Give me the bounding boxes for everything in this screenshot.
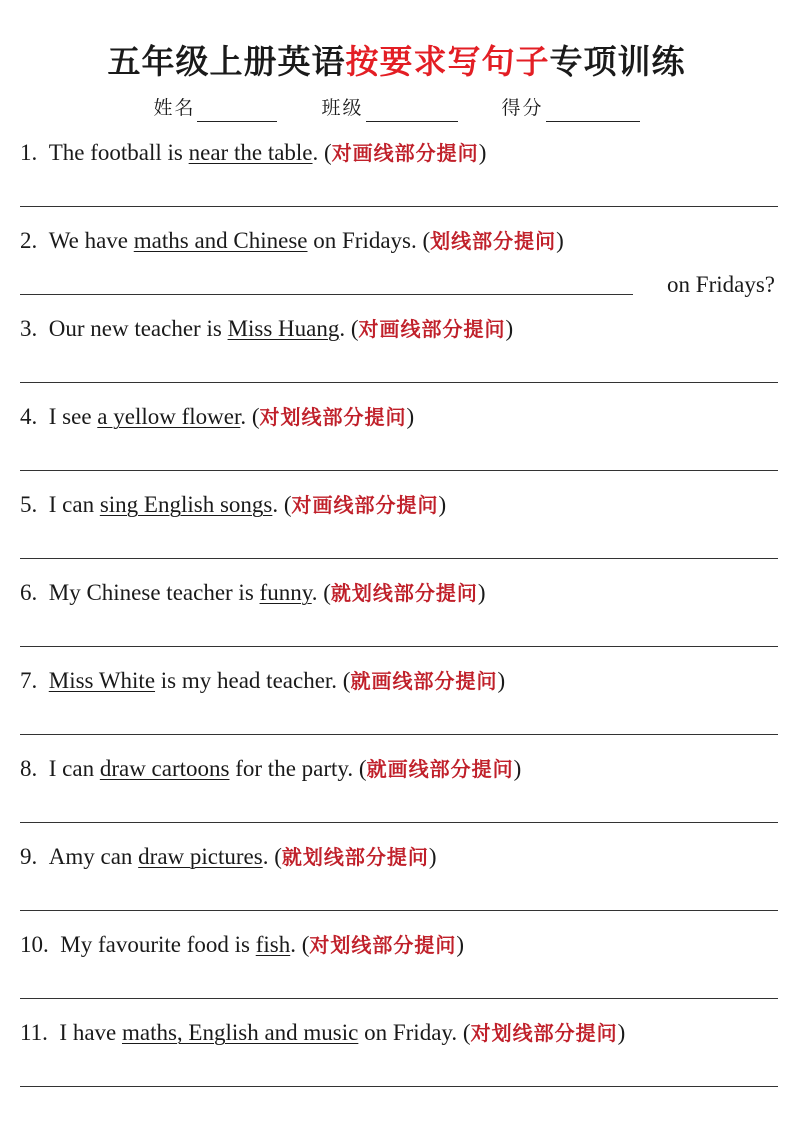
question-text-pre: My Chinese teacher is [48, 580, 260, 605]
underlined-phrase: draw cartoons [99, 756, 230, 781]
question-text-pre: Our new teacher is [48, 316, 228, 341]
question-text-post: on Friday. ( [358, 1020, 471, 1045]
underlined-phrase: near the table [188, 140, 313, 165]
closing-paren: ) [513, 756, 522, 781]
underlined-phrase: maths, English and music [121, 1020, 359, 1045]
question-10 [20, 930, 779, 960]
underlined-phrase: Miss Huang [227, 316, 340, 341]
underlined-phrase: Miss White [48, 668, 156, 693]
answer-line-6[interactable] [20, 646, 778, 647]
closing-paren: ) [428, 844, 437, 869]
instruction-hint: 就划线部分提问 [330, 581, 478, 605]
question-text-post: . ( [312, 140, 332, 165]
question-text-pre: I can [48, 492, 100, 517]
instruction-hint: 划线部分提问 [430, 229, 557, 253]
closing-paren: ) [438, 492, 447, 517]
question-text-pre: I can [48, 756, 100, 781]
instruction-hint: 就画线部分提问 [366, 757, 514, 781]
closing-paren: ) [556, 228, 564, 253]
question-number: 10. [20, 932, 49, 957]
underlined-phrase: fish [255, 932, 291, 957]
question-text-post: . ( [339, 316, 359, 341]
question-6 [20, 578, 779, 608]
underlined-phrase: funny [259, 580, 312, 605]
question-7 [20, 666, 779, 696]
closing-paren: ) [406, 404, 415, 429]
question-number: 11. [20, 1020, 48, 1045]
score-blank[interactable] [546, 101, 640, 122]
question-9 [20, 842, 779, 872]
question-number: 1. [20, 140, 38, 165]
question-number: 4. [20, 404, 38, 429]
answer-line-5[interactable] [20, 558, 778, 559]
closing-paren: ) [477, 580, 486, 605]
underlined-phrase: maths and Chinese [133, 228, 308, 253]
answer-line-7[interactable] [20, 734, 778, 735]
question-3 [20, 314, 779, 344]
instruction-hint: 对划线部分提问 [259, 405, 407, 429]
name-field[interactable] [153, 94, 277, 122]
question-number: 6. [20, 580, 38, 605]
instruction-hint: 对画线部分提问 [291, 493, 439, 517]
answer-line-1[interactable] [20, 206, 778, 207]
closing-paren: ) [617, 1020, 626, 1045]
answer-line-3[interactable] [20, 382, 778, 383]
question-text-pre: I have [59, 1020, 122, 1045]
question-number: 3. [20, 316, 38, 341]
title-part-1: 五年级上册英语 [107, 42, 346, 81]
question-text-pre: I see [48, 404, 98, 429]
question-number: 9. [20, 844, 38, 869]
student-info-row [0, 94, 793, 122]
question-text-pre: The football is [48, 140, 189, 165]
closing-paren: ) [456, 932, 465, 957]
question-8 [20, 754, 779, 784]
question-1 [20, 138, 779, 168]
closing-paren: ) [478, 140, 487, 165]
worksheet-title [0, 38, 793, 86]
question-4 [20, 402, 779, 432]
class-field[interactable] [321, 94, 457, 122]
question-text-post: . ( [240, 404, 260, 429]
score-label: 得分 [501, 97, 544, 119]
question-number: 2. [20, 228, 38, 253]
answer-line-8[interactable] [20, 822, 778, 823]
instruction-hint: 就划线部分提问 [281, 845, 429, 869]
answer-line-2[interactable] [20, 294, 633, 295]
underlined-phrase: sing English songs [99, 492, 273, 517]
question-text-post: . ( [262, 844, 282, 869]
answer-line-4[interactable] [20, 470, 778, 471]
underlined-phrase: draw pictures [138, 844, 263, 869]
answer-line-9[interactable] [20, 910, 778, 911]
question-number: 8. [20, 756, 38, 781]
question-number: 5. [20, 492, 38, 517]
class-label: 班级 [321, 97, 364, 119]
answer-line-10[interactable] [20, 998, 778, 999]
question-text-pre: We have [48, 228, 134, 253]
question-2 [20, 226, 779, 256]
underlined-phrase: a yellow flower [97, 404, 241, 429]
question-text-post: for the party. ( [229, 756, 367, 781]
question-number: 7. [20, 668, 38, 693]
name-label: 姓名 [153, 97, 196, 119]
instruction-hint: 对画线部分提问 [331, 141, 479, 165]
question-text-post: . ( [311, 580, 331, 605]
name-blank[interactable] [197, 101, 277, 122]
instruction-hint: 就画线部分提问 [350, 669, 498, 693]
question-text-post: . ( [290, 932, 310, 957]
instruction-hint: 对画线部分提问 [358, 317, 506, 341]
question-text-post: . ( [272, 492, 292, 517]
score-field[interactable] [502, 94, 640, 122]
class-blank[interactable] [366, 101, 458, 122]
question-5 [20, 490, 779, 520]
closing-paren: ) [497, 668, 506, 693]
title-part-2-highlight: 按要求写句子 [345, 42, 550, 81]
instruction-hint: 对划线部分提问 [309, 933, 457, 957]
question-text-pre: Amy can [48, 844, 139, 869]
instruction-hint: 对划线部分提问 [470, 1021, 618, 1045]
question-11 [20, 1018, 779, 1048]
answer-line-11[interactable] [20, 1086, 778, 1087]
question-text-post: is my head teacher. ( [155, 668, 351, 693]
closing-paren: ) [505, 316, 514, 341]
answer-tail-text: on Fridays? [667, 272, 775, 297]
title-part-3: 专项训练 [549, 42, 686, 81]
question-text-post: on Fridays. ( [307, 228, 431, 253]
question-text-pre: My favourite food is [60, 932, 256, 957]
